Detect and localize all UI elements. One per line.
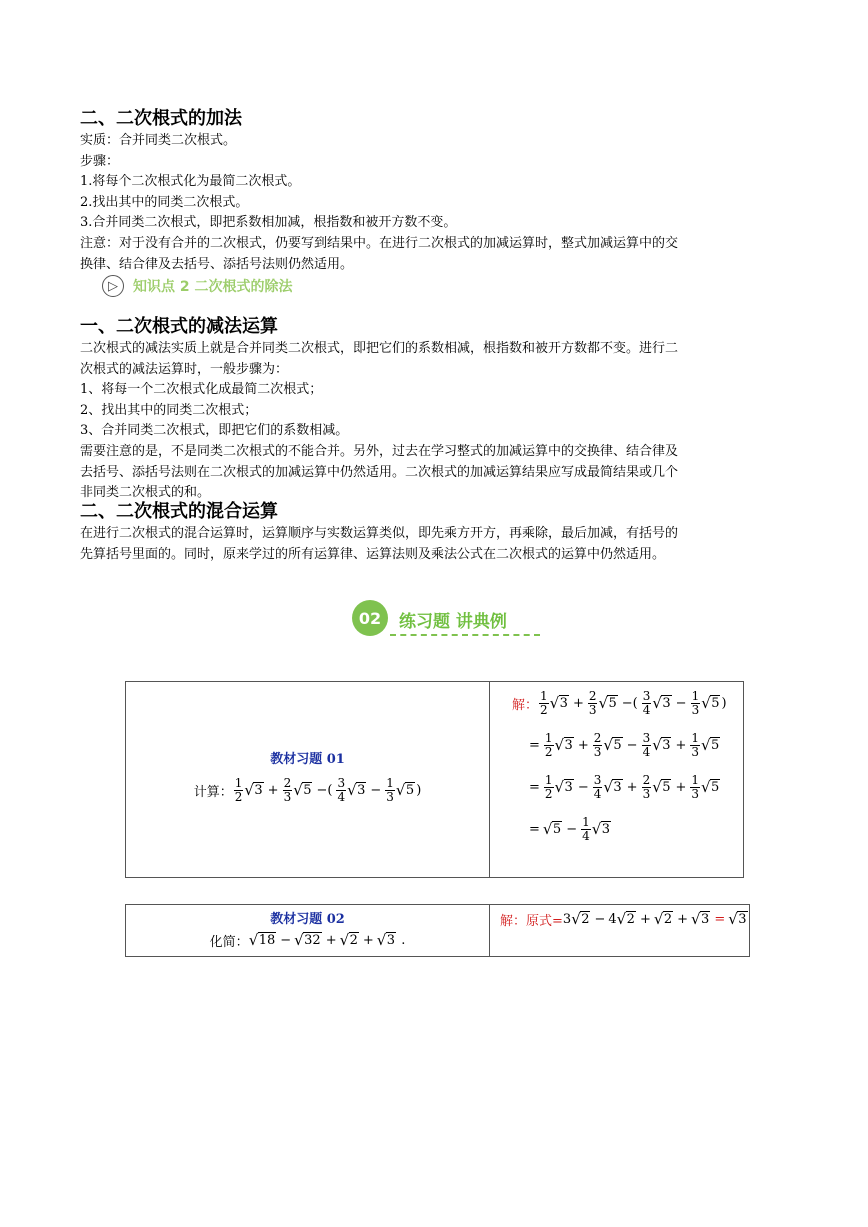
text-line: 先算括号里面的。同时，原来学过的所有运算律、运算法则及乘法公式在二次根式的运算中仍然适用。 [80,546,666,562]
text-line: 3、合并同类二次根式，即把它们的系数相减。 [80,423,349,439]
play-circle-icon: ▷ [102,275,124,297]
mixed-operations-body [80,524,792,565]
solution-line: = √ 5 − $\frac{1}{4}$ √ 3 [512,808,743,850]
text-line: 步骤： [80,153,120,169]
exercise-01-solution-cell [490,682,744,878]
exercise-01-solution [490,682,743,850]
subtraction-body [80,339,792,504]
prompt-label: 计算： [193,784,233,800]
knowledge-point-label: 知识点 2 二次根式的除法 [133,279,293,295]
heading-mixed-operations: 二、二次根式的混合运算 [80,501,278,522]
solution-line: 解： $\frac{1}{2}$ √ 3 + $\frac{2}{3}$ √ 5 −( $\frac{3}{4}$ √ 3 − $\frac{1}{3}$ √ 5 ) [512,682,743,724]
solution-line: = $\frac{1}{2}$ √ 3 − $\frac{3}{4}$ √ 3 + $\frac{2}{3}$ √ 5 + $\frac{1}{3}$ √ 5 [512,766,743,808]
solution-line: = $\frac{1}{2}$ √ 3 + $\frac{2}{3}$ √ 5 − $\frac{3}{4}$ √ 3 + $\frac{1}{3}$ √ 5 [512,724,743,766]
text-line: 需要注意的是，不是同类二次根式的不能合并。另外，过去在学习整式的加减运算中的交换律、结合律及 [80,443,679,459]
fraction: $\frac{3}{4}$ [337,775,346,804]
exercise-01-expression: 计算： $\frac{1}{2}$ √ 3 + $\frac{2}{3}$ √ 5 −( $\frac{3}{4}$ √ 3 − $\frac{1}{3}$ √ 5 ) [126,769,489,811]
dashed-underline [390,634,540,636]
exercise-02-question-cell [126,905,490,957]
text-line: 2.找出其中的同类二次根式。 [80,194,249,210]
sqrt: √ 3 [347,783,366,798]
exercise-02-solution-cell [490,905,750,957]
text-line: 3.合并同类二次根式，即把系数相加减，根指数和被开方数不变。 [80,215,457,231]
exercise-02-table [125,904,750,957]
fraction: $\frac{1}{3}$ [386,775,394,804]
text-line: 在进行二次根式的混合运算时，运算顺序与实数运算类似，即先乘方开方，再乘除，最后加减，有括号的 [80,526,679,541]
text-line: 1、将每一个二次根式化成最简二次根式； [80,382,323,398]
addition-body [80,131,792,275]
text-line: 二次根式的减法实质上就是合并同类二次根式，即把它们的系数相减，根指数和被开方数都不变。进行二 [80,341,679,356]
fraction: $\frac{1}{2}$ [234,775,243,804]
exercise-01-title: 教材习题 01 [270,752,345,767]
text-line: 次根式的减法运算时，一般步骤为： [80,361,289,377]
text-line: 非同类二次根式的和。 [80,485,211,501]
exercise-01-question-cell [126,682,490,878]
text-line: 1.将每个二次根式化为最简二次根式。 [80,174,301,190]
knowledge-point-heading [102,274,293,298]
sqrt: √ 5 [293,783,312,798]
exercise-01-table [125,681,744,878]
section-title: 练习题 讲典例 [399,612,507,632]
section-number-badge: 02 [352,600,388,636]
text-line: 换律、结合律及去括号、添括号法则仍然适用。 [80,256,354,272]
solution-label: 解： [512,697,539,713]
exercise-02-solution: 解：原式= 3 √ 2 − 4 √ 2 + √ 2 + √ 3 = √ 3 [490,905,749,933]
fraction: $\frac{2}{3}$ [283,775,292,804]
text-line: 2、找出其中的同类二次根式； [80,402,258,418]
exercise-02-expression: 化简： √ 18 − √ 32 + √ 2 + √ 3 . [126,927,489,953]
sqrt: √ 3 [244,783,263,798]
text-line: 实质：合并同类二次根式。 [80,133,237,148]
prompt-label: 化简： [209,934,249,950]
text-line: 注意：对于没有合并的二次根式，仍要写到结果中。在进行二次根式的加减运算时，整式加减运算中的交 [80,235,679,251]
heading-addition: 二、二次根式的加法 [80,108,242,129]
text-line: 去括号、添括号法则在二次根式的加减运算中仍然适用。二次根式的加减运算结果应写成最简结果或几个 [80,464,679,480]
exercise-02-title: 教材习题 02 [270,912,345,927]
solution-label: 解：原式= [500,913,563,929]
sqrt: √ 5 [396,783,415,798]
heading-subtraction: 一、二次根式的减法运算 [80,316,278,337]
